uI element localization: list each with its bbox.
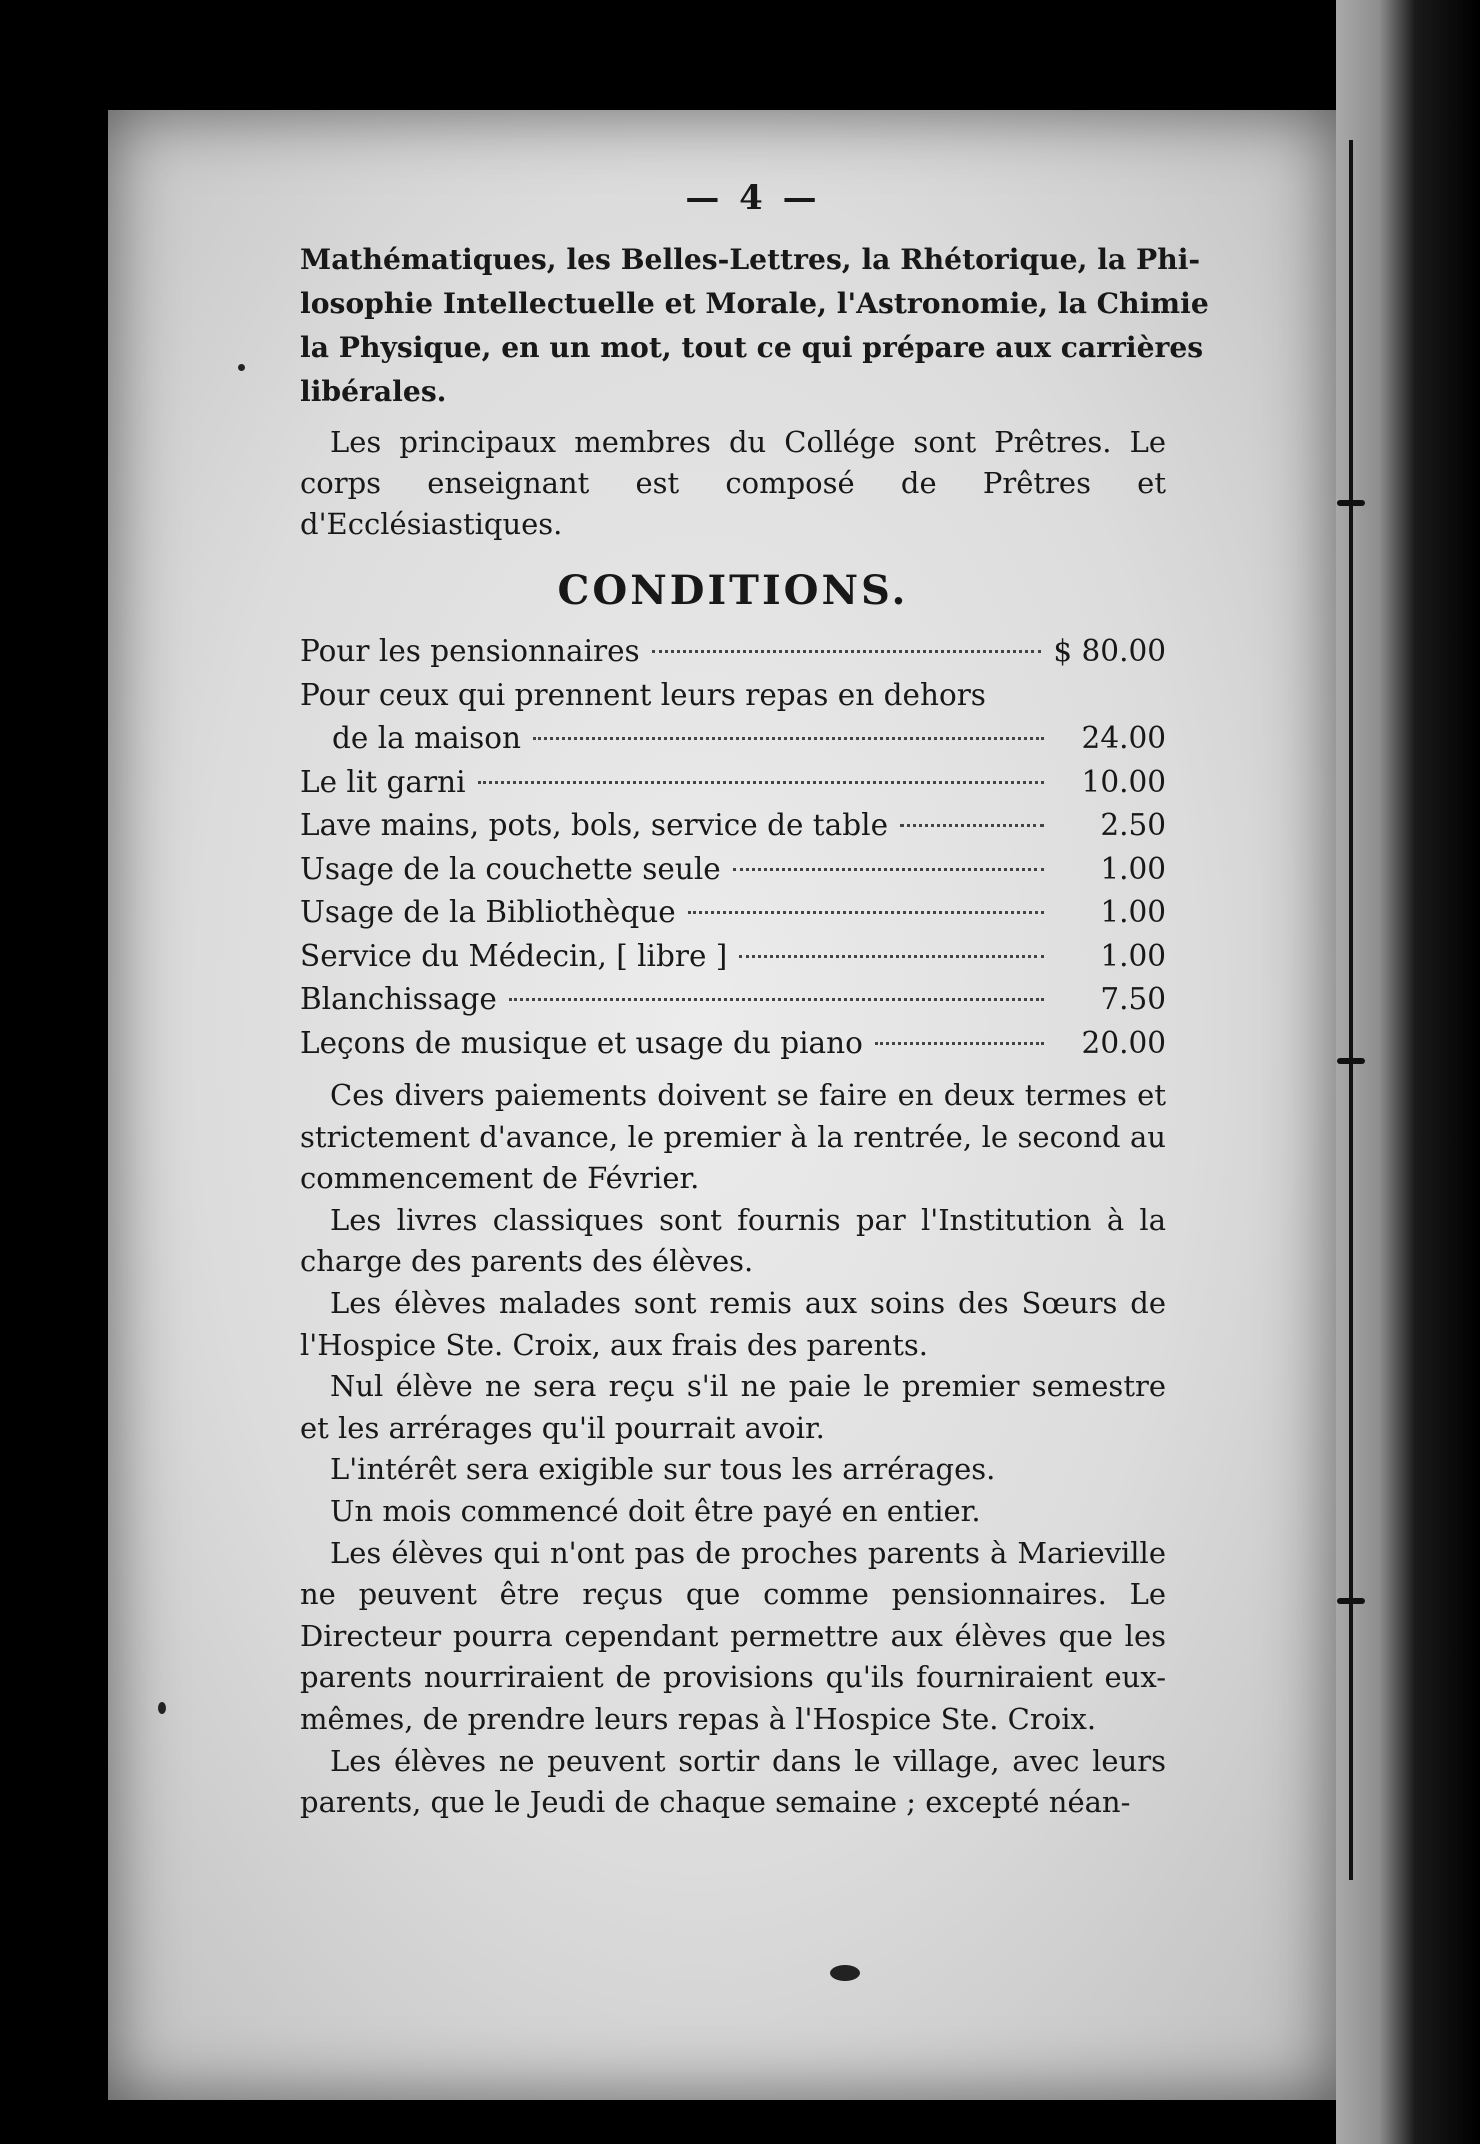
fee-label: Leçons de musique et usage du piano [300,1025,863,1060]
page-number: — 4 — [685,178,821,218]
ink-speck [238,364,245,371]
intro-line: Mathématiques, les Belles-Lettres, la Rhétorique, la Phi- [300,243,1201,276]
dot-leader [478,781,1044,784]
fee-label: Pour ceux qui prennent leurs repas en dehors [300,677,986,712]
dot-leader [652,650,1042,653]
fee-row [300,630,1166,674]
rule-paragraph: Nul élève ne sera reçu s'il ne paie le premier semestre et les arrérages qu'il pourrait avoir. [300,1369,1166,1445]
fee-amount: 2.50 [1100,808,1166,842]
fee-row [300,674,1166,761]
fee-label: Le lit garni [300,764,466,799]
fee-amount: $ 80.00 [1053,634,1166,668]
rule-paragraph: Ces divers paiements doivent se faire en deux termes et strictement d'avance, le premier à la rentrée, le second au commencement de Février. [300,1078,1166,1196]
fee-row [300,891,1166,935]
intro-line: la Physique, en un mot, tout ce qui prépare aux carrières [300,331,1204,364]
book-spine [1336,0,1480,2144]
fee-row [300,804,1166,848]
fee-label-continuation: de la maison [332,721,522,755]
rule-paragraph: Les élèves qui n'ont pas de proches parents à Marieville ne peuvent être reçus que comme pensionnaires. Le Directeur pourra cependant permettre aux élèves que les parents nourriraient de provisions qu'ils fourniraient eux-mêmes, de prendre leurs repas à l'Hospice Ste. Croix. [300,1535,1166,1736]
ink-speck [830,1965,860,1981]
rules-text [300,1075,1166,1824]
binding-stitch [1337,500,1365,506]
binding-thread [1349,140,1353,1880]
fee-label: Service du Médecin, [ libre ] [300,938,728,973]
rule-paragraph: Les livres classiques sont fournis par l'Institution à la charge des parents des élèves. [300,1202,1166,1279]
binding-stitch [1337,1058,1365,1064]
staff-paragraph: Les principaux membres du Collége sont Prêtres. Le corps enseignant est composé de Prêtres et d'Ecclésiastiques. [300,425,1166,541]
fee-label: Pour les pensionnaires [300,634,640,668]
fee-row [300,935,1166,979]
fee-amount: 7.50 [1100,982,1166,1016]
dot-leader [875,1042,1044,1045]
fee-label: Lave mains, pots, bols, service de table [300,808,889,842]
conditions-title: CONDITIONS. [557,567,909,614]
fee-list [300,630,1166,1065]
fee-row [300,1022,1166,1066]
dot-leader [533,737,1044,740]
fee-amount: 20.00 [1081,1025,1166,1060]
dot-leader [900,824,1044,827]
dot-leader [739,955,1044,958]
fee-amount: 1.00 [1100,895,1166,929]
intro-line: losophie Intellectuelle et Morale, l'Astronomie, la Chimie [300,287,1209,320]
fee-label: Blanchissage [300,982,497,1016]
dot-leader [688,911,1044,914]
rule-paragraph: Les élèves ne peuvent sortir dans le village, avec leurs parents, que le Jeudi de chaque semaine ; excepté néan- [300,1743,1166,1820]
dot-leader [733,868,1044,871]
fee-amount: 10.00 [1081,764,1166,799]
rule-paragraph: L'intérêt sera exigible sur tous les arrérages. [330,1452,996,1487]
fee-row [300,761,1166,805]
fee-amount: 1.00 [1100,851,1166,886]
binding-stitch [1337,1598,1365,1604]
fee-amount: 24.00 [1081,721,1166,755]
fee-amount: 1.00 [1100,938,1166,973]
ink-speck [158,1702,166,1714]
dot-leader [509,998,1044,1001]
page-text [300,178,1209,1824]
rule-paragraph: Un mois commencé doit être payé en entier. [330,1493,981,1528]
rule-paragraph: Les élèves malades sont remis aux soins des Sœurs de l'Hospice Ste. Croix, aux frais des parents. [300,1285,1166,1362]
fee-row [300,978,1166,1022]
fee-label: Usage de la couchette seule [300,851,721,886]
intro-line: libérales. [300,375,447,408]
intro-paragraph [300,238,1209,414]
fee-row [300,848,1166,892]
fee-label: Usage de la Bibliothèque [300,895,676,929]
